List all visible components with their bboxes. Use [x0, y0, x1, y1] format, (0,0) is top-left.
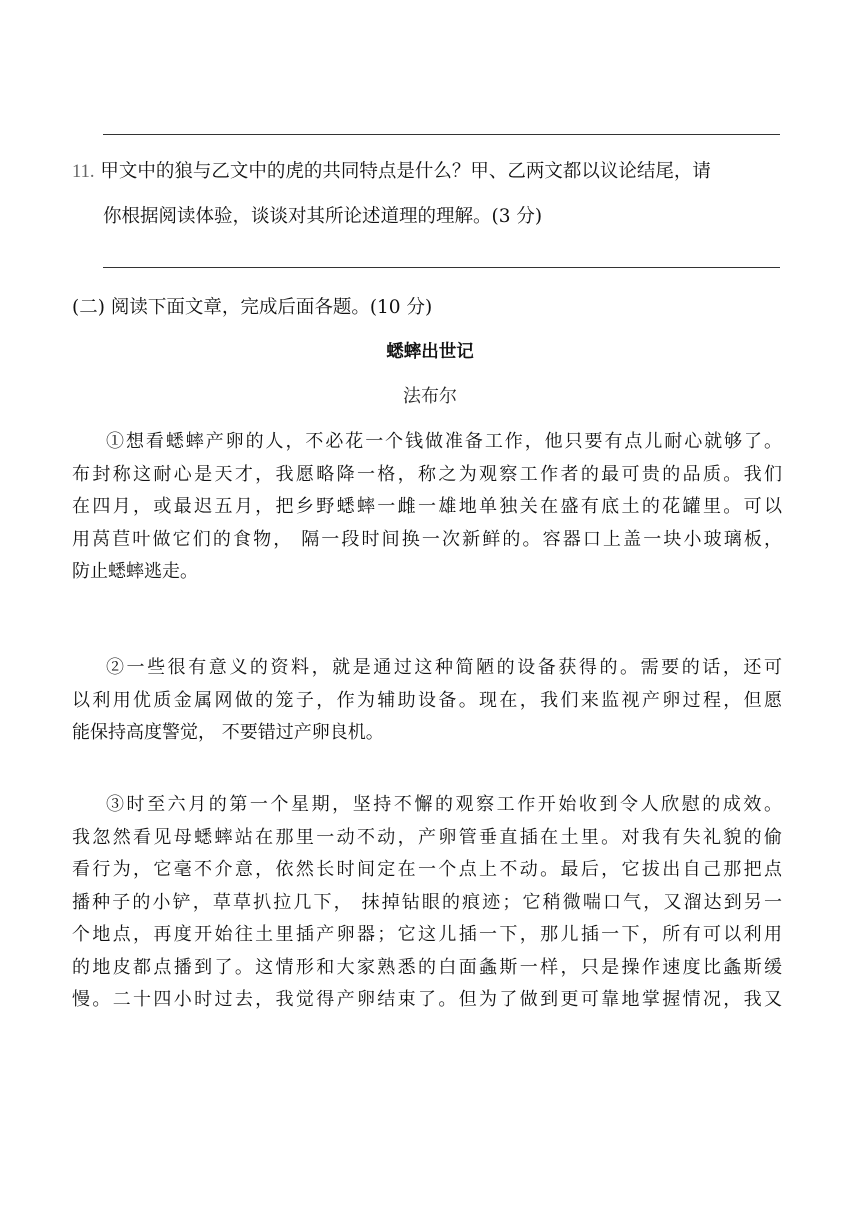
paragraph-3: [72, 789, 782, 1017]
answer-line: [103, 267, 780, 268]
paragraph-line: ①想看蟋蟀产卵的人，不必花一个钱做准备工作，他只要有点儿耐心就够了。: [106, 431, 782, 452]
paragraph-line: 个地点，再度开始往土里插产卵器；它这儿插一下，那儿插一下，所有可以利用: [72, 924, 782, 945]
paragraph-line: ②一些很有意义的资料，就是通过这种简陋的设备获得的。需要的话，还可: [106, 657, 782, 678]
paragraph-2: [72, 652, 782, 750]
paragraph-line: 防止蟋蟀逃走。: [72, 561, 198, 582]
paragraph-line: 以利用优质金属网做的笼子，作为辅助设备。现在，我们来监视产卵过程，但愿: [72, 689, 782, 711]
question-text-line-2: 你根据阅读体验，谈谈对其所论述道理的理解。(3 分): [103, 206, 543, 227]
article-title: 蟋蟀出世记: [386, 342, 474, 362]
article-author: 法布尔: [403, 386, 457, 407]
paragraph-line: 能保持高度警觉， 不要错过产卵良机。: [72, 722, 384, 743]
question-11: [72, 160, 782, 184]
paragraph-line: 在四月，或最迟五月，把乡野蟋蟀一雌一雄地单独关在盛有底土的花罐里。可以: [72, 496, 782, 517]
paragraph-line: 布封称这耐心是天才，我愿略降一格，称之为观察工作者的最可贵的品质。我们: [72, 463, 782, 485]
section-heading: (二) 阅读下面文章，完成后面各题。(10 分): [72, 297, 433, 318]
question-number: 11.: [72, 162, 95, 182]
paragraph-line: 慢。二十四小时过去，我觉得产卵结束了。但为了做到更可靠地掌握情况，我又: [72, 989, 782, 1010]
paragraph-line: 看行为，它毫不介意，依然长时间定在一个点上不动。最后，它拔出自己那把点: [72, 859, 782, 880]
answer-line: [103, 134, 780, 135]
paragraph-1: [72, 426, 782, 589]
question-text-line-1: 甲文中的狼与乙文中的虎的共同特点是什么？甲、乙两文都以议论结尾，请: [100, 161, 711, 182]
paragraph-line: ③时至六月的第一个星期，坚持不懈的观察工作开始收到令人欣慰的成效。: [106, 794, 782, 815]
paragraph-line: 我忽然看见母蟋蟀站在那里一动不动，产卵管垂直插在土里。对我有失礼貌的偷: [72, 826, 782, 848]
paragraph-line: 的地皮都点播到了。这情形和大家熟悉的白面螽斯一样，只是操作速度比螽斯缓: [72, 956, 782, 978]
paragraph-line: 播种子的小铲，草草扒拉几下， 抹掉钻眼的痕迹；它稍微喘口气，又溜达到另一: [72, 891, 782, 913]
paragraph-line: 用莴苣叶做它们的食物， 隔一段时间换一次新鲜的。容器口上盖一块小玻璃板，: [72, 528, 782, 550]
